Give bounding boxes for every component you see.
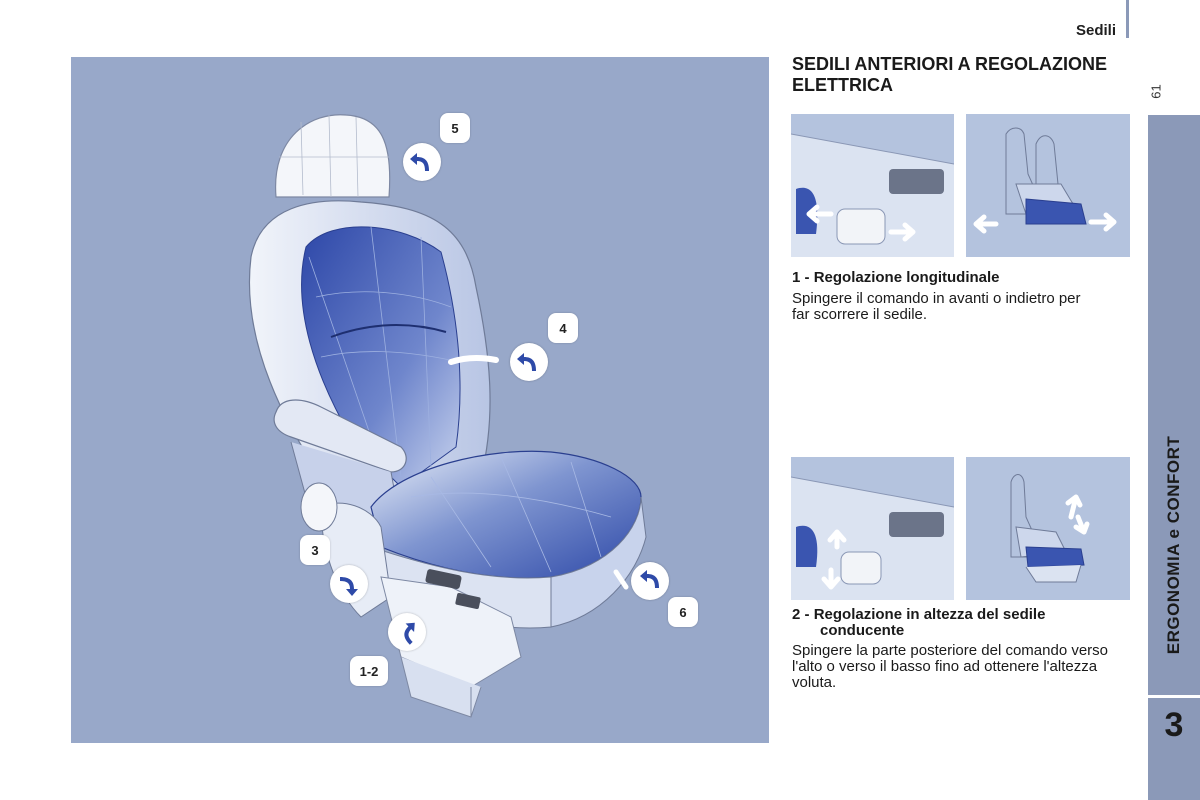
chapter-title: ERGONOMIA e CONFORT: [1164, 435, 1183, 655]
chapter-tab-divider: [1148, 695, 1200, 698]
header-title: Sedili: [1075, 22, 1116, 39]
callout-6: 6: [668, 597, 698, 627]
curved-arrow-icon: [403, 143, 441, 181]
callout-5: 5: [440, 113, 470, 143]
callout-1-2: 1-2: [350, 656, 388, 686]
curved-arrow-icon: [330, 565, 368, 603]
callout-3: 3: [300, 535, 330, 565]
item-1-text: Spingere il comando in avanti o indietro per far scorrere il sedile.: [792, 290, 1081, 323]
thumb-seat-height: [966, 457, 1130, 600]
item-1-number: 1 -: [792, 269, 810, 286]
section-title: SEDILI ANTERIORI A REGOLAZIONE ELETTRICA: [792, 54, 1108, 95]
chapter-number: 3: [1164, 706, 1184, 744]
curved-arrow-icon: [510, 343, 548, 381]
item-2-text: Spingere la parte posteriore del comando verso l'alto o verso il basso fino ad ottenere l'altezza voluta.: [792, 642, 1109, 691]
item-2-title: Regolazione in altezza del sedile: [813, 606, 1046, 623]
thumb-seat-longitudinal: [966, 114, 1130, 257]
curved-arrow-icon: [388, 613, 426, 651]
chapter-tab-label: [1150, 400, 1198, 690]
header-rule: [1126, 0, 1129, 38]
curved-arrow-icon: [631, 562, 669, 600]
item-2-heading: [792, 607, 1045, 639]
item-1-heading: [792, 270, 1000, 286]
item-1-title: Regolazione longitudinale: [813, 269, 1000, 286]
thumb-switch-longitudinal: [791, 114, 954, 257]
callout-4: 4: [548, 313, 578, 343]
thumb-switch-height: [791, 457, 954, 600]
page-number: 61: [1148, 84, 1164, 99]
item-2-title-cont: conducente: [820, 622, 905, 639]
item-2-number: 2 -: [792, 606, 810, 623]
headrest: [276, 115, 390, 197]
